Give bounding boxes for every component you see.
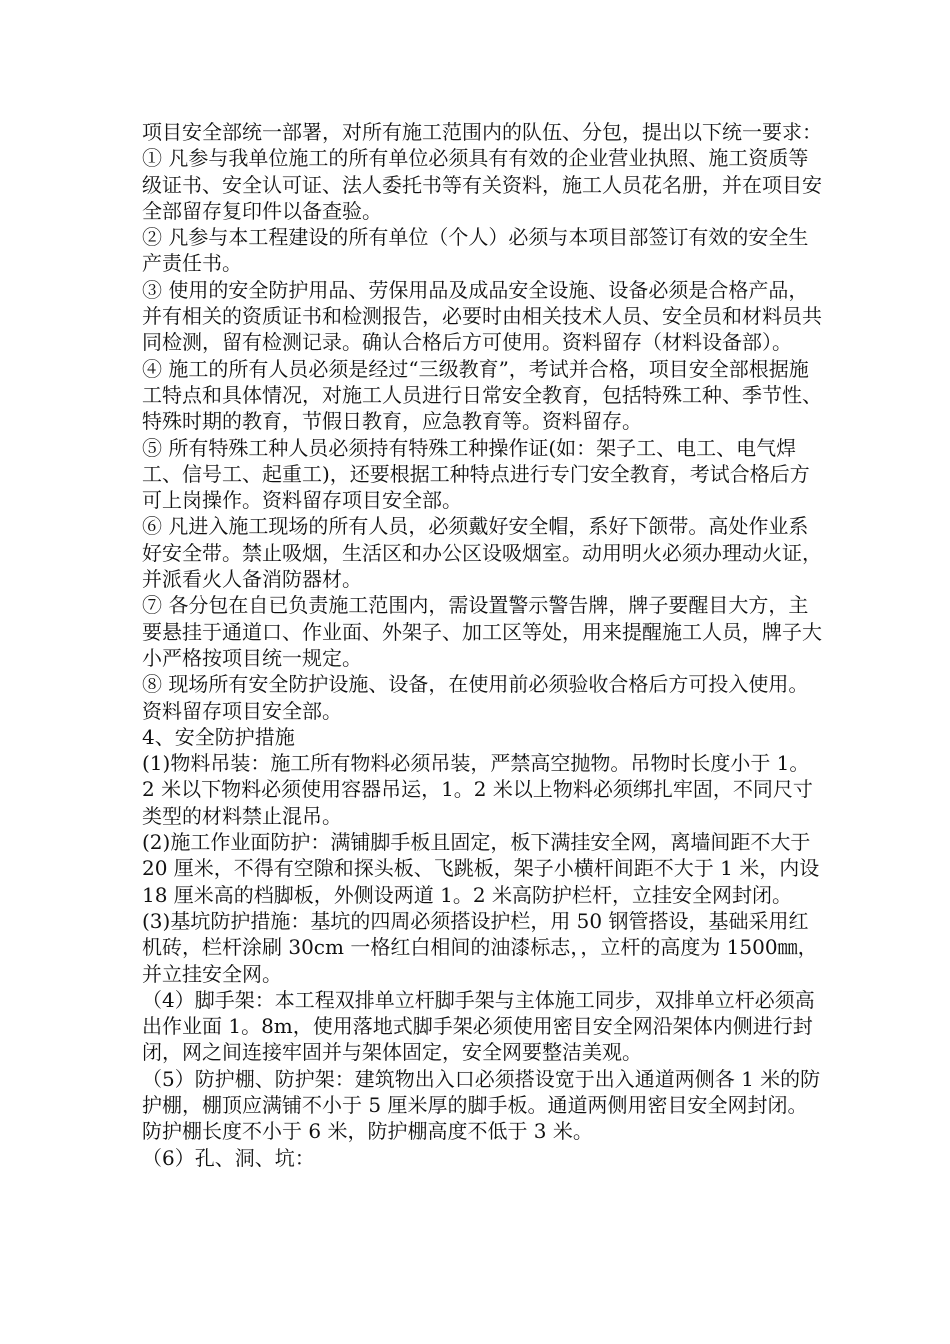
section-heading: 4、安全防护措施: [142, 724, 295, 749]
measure-5: （5）防护棚、防护架：建筑物出入口必须搭设宽于出入通道两侧各 1 米的防护棚，棚顶应满铺不小于 5 厘米厚的脚手板。通道两侧用密目安全网封闭。防护棚长度不小于 6 米，防护棚高度不低于 3 米。: [142, 1066, 821, 1144]
requirement-4: ④ 施工的所有人员必须是经过“三级教育”，考试并合格，项目安全部根据施工特点和具体情况，对施工人员进行日常安全教育，包括特殊工种、季节性、特殊时期的教育，节假日教育，应急教育等。资料留存。: [142, 356, 822, 434]
requirement-7: ⑦ 各分包在自已负责施工范围内，需设置警示警告牌，牌子要醒目大方，主要悬挂于通道口、作业面、外架子、加工区等处，用来提醒施工人员，牌子大小严格按项目统一规定。: [142, 593, 822, 670]
intro-paragraph: 项目安全部统一部署，对所有施工范围内的队伍、分包，提出以下统一要求：: [142, 120, 822, 144]
measure-2: (2)施工作业面防护：满铺脚手板且固定，板下满挂安全网，离墙间距不大于 20 厘米，不得有空隙和探头板、飞跳板，架子小横杆间距不大于 1 米，内设 18 厘米高的档脚板，外侧设两道 1。2 米高防护栏杆，立挂安全网封闭。: [142, 830, 826, 907]
requirement-1: ① 凡参与我单位施工的所有单位必须具有有效的企业营业执照、施工资质等级证书、安全认可证、法人委托书等有关资料，施工人员花名册，并在项目安全部留存复印件以备查验。: [142, 146, 822, 223]
requirement-5: ⑤ 所有特殊工种人员必须持有特殊工种操作证(如：架子工、电工、电气焊工、信号工、起重工)，还要根据工种特点进行专门安全教育，考试合格后方可上岗操作。资料留存项目安全部。: [142, 435, 810, 513]
measure-4: （4）脚手架：本工程双排单立杆脚手架与主体施工同步，双排单立杆必须高出作业面 1。8m，使用落地式脚手架必须使用密目安全网沿架体内侧进行封闭，网之间连接牢固并与架体固定，安全网要整洁美观。: [142, 987, 815, 1065]
requirement-2: ② 凡参与本工程建设的所有单位（个人）必须与本项目部签订有效的安全生产责任书。: [142, 225, 809, 276]
measure-3: (3)基坑防护措施：基坑的四周必须搭设护栏，用 50 钢管搭设，基础采用红机砖，栏杆涂刷 30cm 一格红白相间的油漆标志，，立杆的高度为 1500㎜，并立挂安全网。: [142, 908, 818, 986]
measure-1: (1)物料吊装：施工所有物料必须吊装，严禁高空抛物。吊物时长度小于 1。2 米以下物料必须使用容器吊运，1。2 米以上物料必须绑扎牢固，不同尺寸类型的材料禁止混吊。: [142, 751, 813, 828]
document-body: [142, 119, 826, 1171]
measure-6: （6）孔、洞、坑：: [142, 1145, 315, 1170]
requirement-8: ⑧ 现场所有安全防护设施、设备，在使用前必须验收合格后方可投入使用。资料留存项目安全部。: [142, 672, 809, 723]
requirement-6: ⑥ 凡进入施工现场的所有人员，必须戴好安全帽，系好下颌带。高处作业系好安全带。禁止吸烟，生活区和办公区设吸烟室。动用明火必须办理动火证，并派看火人备消防器材。: [142, 514, 822, 592]
requirement-3: ③ 使用的安全防护用品、劳保用品及成品安全设施、设备必须是合格产品，并有相关的资质证书和检测报告，必要时由相关技术人员、安全员和材料员共同检测，留有检测记录。确认合格后方可使用。资料留存（材料设备部）。: [142, 277, 822, 355]
